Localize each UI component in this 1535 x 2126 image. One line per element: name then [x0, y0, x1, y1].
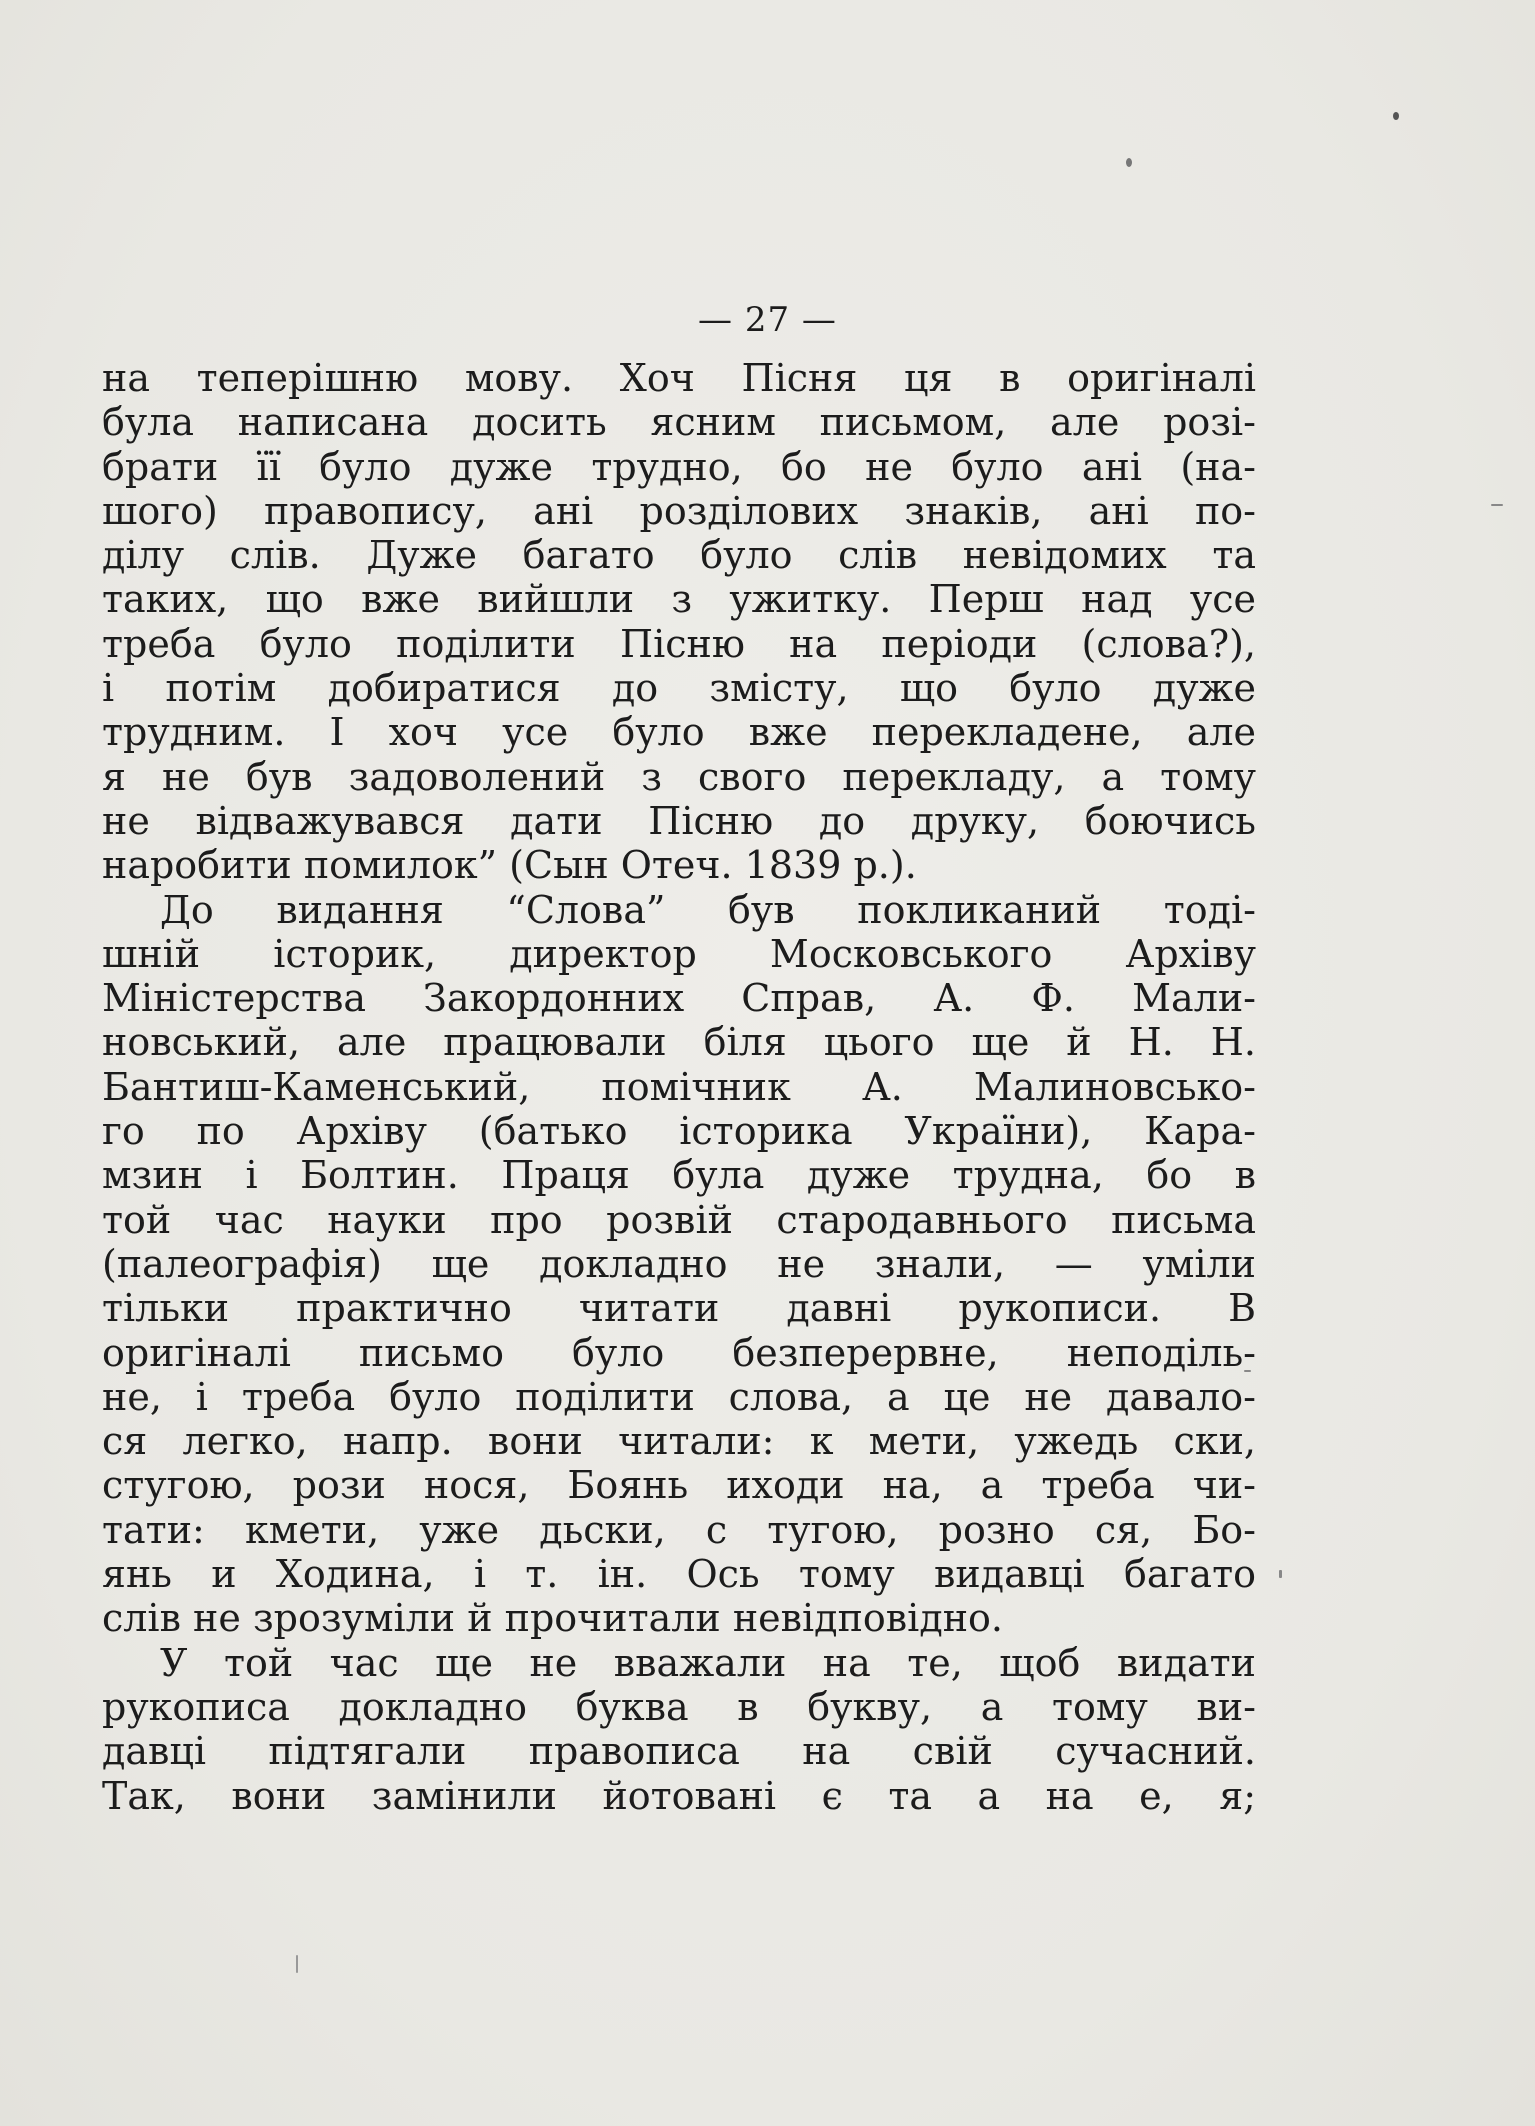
- text-line: не, і треба було поділити слова, а це не давало-: [102, 1374, 1256, 1419]
- dust-speck: [1393, 112, 1399, 120]
- dust-speck: [296, 1955, 298, 1973]
- text-line: не відважувався дати Пісню до друку, боючись: [102, 798, 1256, 843]
- text-line: таких, що вже вийшли з ужитку. Перш над усе: [102, 577, 1256, 622]
- text-line: трудним. І хоч усе було вже перекладене, але: [102, 710, 1256, 755]
- text-line: новський, але працювали біля цього ще й Н. Н.: [102, 1020, 1256, 1065]
- text-line: мзин і Болтин. Праця була дуже трудна, бо в: [102, 1153, 1256, 1198]
- text-line: го по Архіву (батько історика України), Кара-: [102, 1109, 1256, 1154]
- dust-speck: [1126, 158, 1132, 167]
- text-line: ділу слів. Дуже багато було слів невідомих та: [102, 533, 1256, 578]
- text-line: я не був задоволений з свого перекладу, а тому: [102, 754, 1256, 799]
- text-line: треба було поділити Пісню на періоди (слова?),: [102, 621, 1256, 666]
- text-line: Бантиш-Каменський, помічник А. Малиновсько-: [102, 1064, 1256, 1109]
- dust-speck: [1491, 504, 1503, 506]
- text-line: Міністерства Закордонних Справ, А. Ф. Мали-: [102, 976, 1256, 1021]
- text-line: ся легко, напр. вони читали: к мети, ужедь ски,: [102, 1419, 1256, 1464]
- dust-speck: [1279, 1570, 1282, 1578]
- text-line: давці підтягали правописа на свій сучасний.: [102, 1729, 1256, 1774]
- text-line: шній історик, директор Московського Архіву: [102, 931, 1256, 976]
- text-line: (палеографія) ще докладно не знали, — уміли: [102, 1241, 1256, 1286]
- text-line: Так, вони замінили йотовані є та а на е, я;: [102, 1773, 1256, 1818]
- text-line: рукописа докладно буква в букву, а тому ви-: [102, 1684, 1256, 1729]
- text-line: До видання “Слова” був покликаний тоді-: [160, 887, 1256, 932]
- text-line: слів не зрозуміли й прочитали невідповідно.: [102, 1596, 1004, 1641]
- page-number: — 27 —: [698, 300, 837, 340]
- text-line: наробити помилок” (Сын Отеч. 1839 р.).: [102, 843, 917, 888]
- text-line: на теперішню мову. Хоч Пісня ця в оригіналі: [102, 356, 1256, 400]
- text-line: тати: кмети, уже дьски, с тугою, розно ся, Бо-: [102, 1507, 1256, 1552]
- text-line: стугою, рози нося, Боянь иходи на, а треба чи-: [102, 1463, 1256, 1508]
- text-line: той час науки про розвій стародавнього письма: [102, 1197, 1256, 1242]
- text-line: янь и Ходина, і т. ін. Ось тому видавці багато: [102, 1552, 1256, 1597]
- body-text: [102, 356, 1256, 1818]
- text-line: брати її було дуже трудно, бо не було ані (на-: [102, 444, 1256, 489]
- text-line: У той час ще не вважали на те, щоб видати: [160, 1640, 1256, 1685]
- text-line: була написана досить ясним письмом, але розі-: [102, 400, 1256, 445]
- text-line: і потім добиратися до змісту, що було дуже: [102, 666, 1256, 711]
- text-line: тільки практично читати давні рукописи. В: [102, 1286, 1256, 1331]
- text-line: оригіналі письмо було безперервне, неподіль-: [102, 1330, 1256, 1375]
- text-line: шого) правопису, ані розділових знаків, ані по-: [102, 488, 1256, 533]
